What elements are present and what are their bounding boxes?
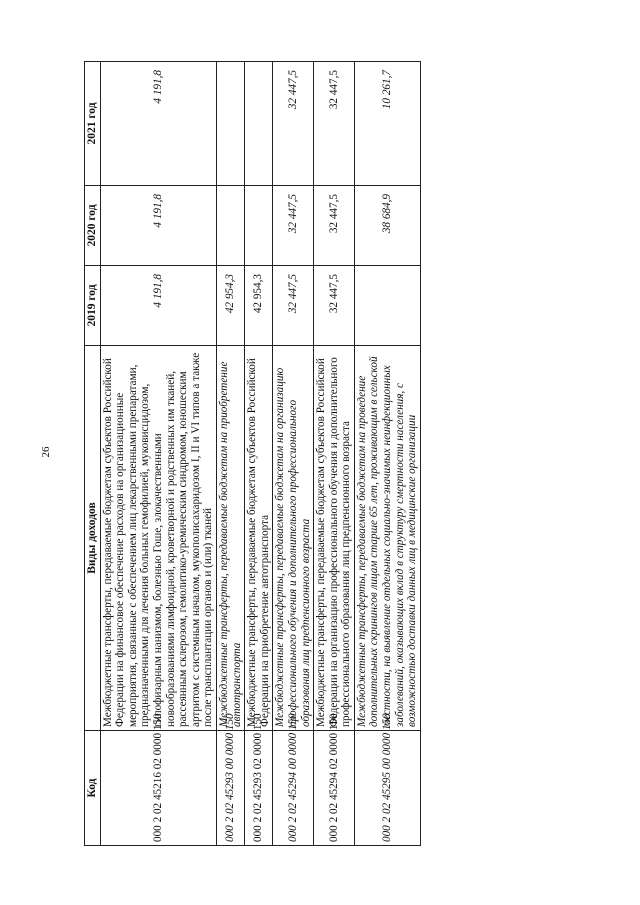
row-code: 000 2 02 45294 00 0000 150 bbox=[273, 731, 314, 846]
row-2019: 32 447,5 bbox=[314, 266, 355, 346]
row-name: Межбюджетные трансферты, передаваемые бюджетам на приобретение автотранспорта bbox=[216, 346, 244, 731]
header-code: Код bbox=[85, 731, 101, 846]
row-2020: 38 684,9 bbox=[354, 186, 420, 266]
header-name: Виды доходов bbox=[85, 346, 101, 731]
table-row bbox=[216, 62, 244, 846]
row-2021 bbox=[216, 62, 244, 186]
table-row bbox=[314, 62, 355, 846]
table-row bbox=[245, 62, 273, 846]
row-code: 000 2 02 45293 02 0000 150 bbox=[245, 731, 273, 846]
table-row bbox=[100, 62, 216, 846]
row-2020: 4 191,8 bbox=[100, 186, 216, 266]
income-table bbox=[84, 61, 421, 846]
row-2021: 10 261,7 bbox=[354, 62, 420, 186]
row-2019: 42 954,3 bbox=[216, 266, 244, 346]
row-name: Межбюджетные трансферты, передаваемые бюджетам на организацию профессионального обучения и дополнительного профессионального образования лиц предпенсионного возраста bbox=[273, 346, 314, 731]
row-name: Межбюджетные трансферты, передаваемые бюджетам на проведение дополнительных скринингов лицам старше 65 лет, проживающим в сельской местности, на выявление отдельных социально-значимых неинфекционных заболеваний, оказывающих вклад в структуру смертности населения, с возможностью доставки данных лиц в медицинские организации bbox=[354, 346, 420, 731]
row-name: Межбюджетные трансферты, передаваемые бюджетам субъектов Российской Федерации на приобретение автотранспорта bbox=[245, 346, 273, 731]
row-2020: 32 447,5 bbox=[314, 186, 355, 266]
row-2020: 32 447,5 bbox=[273, 186, 314, 266]
row-2019: 32 447,5 bbox=[273, 266, 314, 346]
page-number: 26 bbox=[40, 446, 52, 458]
row-2021: 4 191,8 bbox=[100, 62, 216, 186]
row-2019: 42 954,3 bbox=[245, 266, 273, 346]
row-2021 bbox=[245, 62, 273, 186]
row-2019: 4 191,8 bbox=[100, 266, 216, 346]
header-2019: 2019 год bbox=[85, 266, 101, 346]
row-code: 000 2 02 45294 02 0000 150 bbox=[314, 731, 355, 846]
row-name: Межбюджетные трансферты, передаваемые бюджетам субъектов Российской Федерации на финансовое обеспечение расходов на организационные мероприятия, связанные с обеспечением лиц лекарственными препаратами, предназначенными для лечения больных гемофилией, муковисцидозом, гипофизарным нанизмом, болезнью Гоше, злокачественными новообразованиями лимфоидной, кроветворной и родственных им тканей, рассеянным склерозом, гемолитико-уремическим синдромом, юношеским артритом с системным началом, мукополисахаридозом I, II и VI типов а также после трансплантации органов и (или) тканей bbox=[100, 346, 216, 731]
row-2020 bbox=[216, 186, 244, 266]
row-2021: 32 447,5 bbox=[273, 62, 314, 186]
header-2021: 2021 год bbox=[85, 62, 101, 186]
row-2019 bbox=[354, 266, 420, 346]
rotated-table-container bbox=[84, 62, 546, 846]
row-2021: 32 447,5 bbox=[314, 62, 355, 186]
table-row bbox=[273, 62, 314, 846]
row-2020 bbox=[245, 186, 273, 266]
row-code: 000 2 02 45295 00 0000 150 bbox=[354, 731, 420, 846]
header-row bbox=[85, 62, 101, 846]
row-name: Межбюджетные трансферты, передаваемые бюджетам субъектов Российской Федерации на организацию профессионального обучения и дополнительного профессионального образования лиц предпенсионного возраста bbox=[314, 346, 355, 731]
table-row bbox=[354, 62, 420, 846]
row-code: 000 2 02 45293 00 0000 150 bbox=[216, 731, 244, 846]
header-2020: 2020 год bbox=[85, 186, 101, 266]
row-code: 000 2 02 45216 02 0000 150 bbox=[100, 731, 216, 846]
